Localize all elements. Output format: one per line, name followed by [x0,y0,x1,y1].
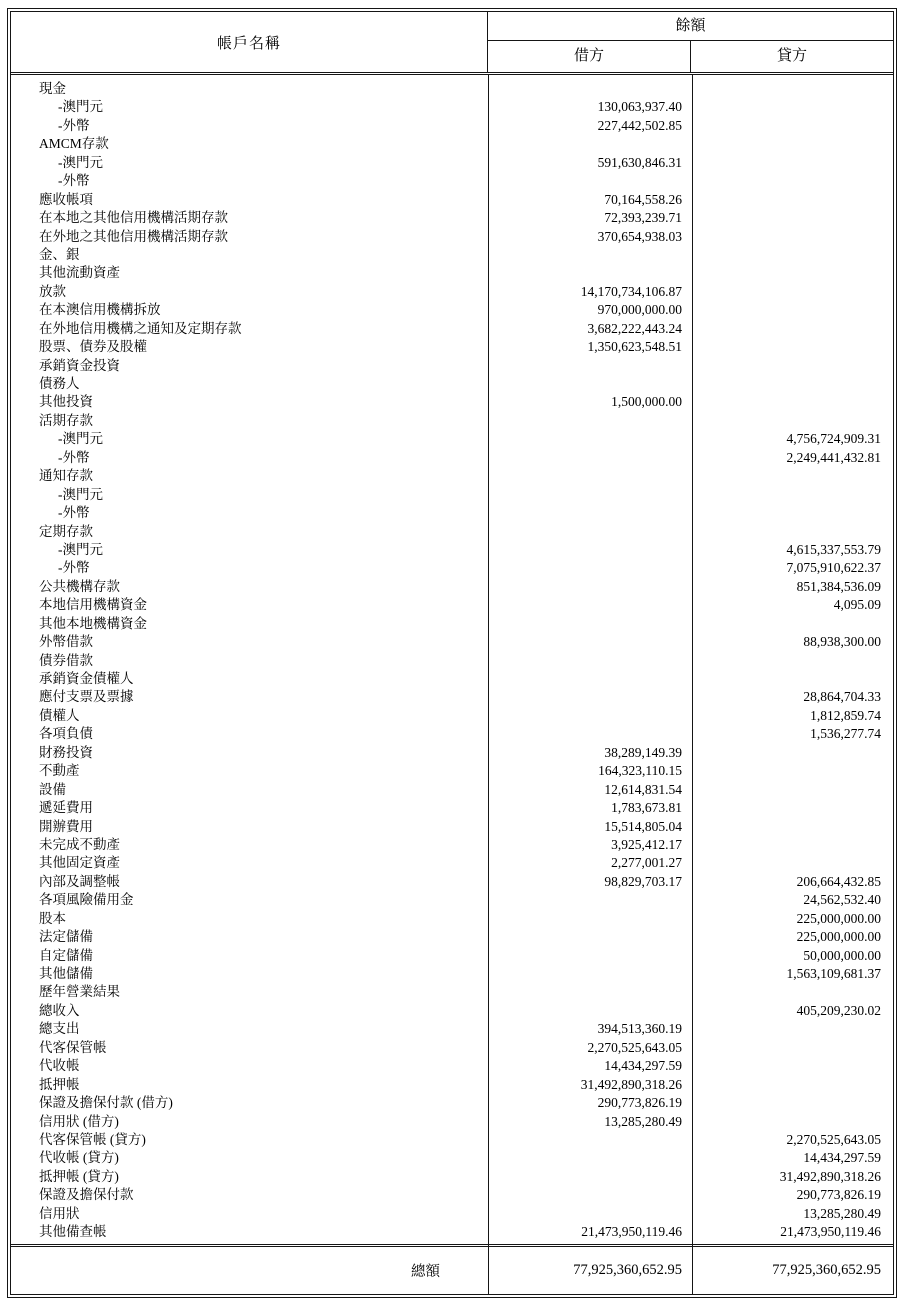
column-divider-debit-credit [692,75,693,1294]
credit-value [692,523,893,541]
account-name: 設備 [39,781,66,797]
account-name: 歷年營業結果 [39,984,120,1000]
table-row [11,283,893,301]
account-name: 在外地信用機構之通知及定期存款 [39,320,242,336]
credit-value [692,264,893,282]
credit-value [692,283,893,301]
table-row [11,504,893,522]
table-row [11,264,893,282]
table-row [11,301,893,319]
credit-value: 1,563,109,681.37 [786,966,881,981]
credit-value [692,320,893,338]
debit-value: 1,783,673.81 [611,800,682,816]
credit-value: 4,095.09 [833,597,881,613]
account-name: -澳門元 [58,99,103,115]
account-name: 其他投資 [39,394,93,410]
credit-value [692,80,893,98]
debit-value [488,172,692,190]
credit-value: 88,938,300.00 [803,634,881,650]
table-row [11,393,893,411]
debit-value [488,375,692,393]
credit-value: 2,249,441,432.81 [786,449,881,465]
total-debit-value: 77,925,360,652.95 [573,1262,682,1278]
credit-value [692,98,893,116]
debit-value [488,615,692,633]
credit-value [692,670,893,688]
debit-value: 970,000,000.00 [597,302,682,318]
debit-value [488,1205,692,1223]
table-row [11,947,893,965]
credit-value [692,854,893,872]
account-name: 承銷資金投資 [39,357,120,373]
account-name: 債務人 [39,376,80,391]
table-row [11,523,893,541]
credit-value [692,375,893,393]
column-header-balance: 餘額 [488,12,893,41]
table-row [11,1205,893,1223]
credit-value [692,504,893,522]
table-row [11,1113,893,1131]
account-name: 開辦費用 [39,818,93,834]
credit-value [692,154,893,172]
debit-value: 290,773,826.19 [597,1095,682,1111]
debit-value: 164,323,110.15 [598,763,682,779]
table-row [11,762,893,780]
debit-value [488,467,692,485]
credit-value: 7,075,910,622.37 [786,560,881,576]
table-row [11,117,893,135]
table-row [11,412,893,430]
table-row [11,854,893,872]
account-name: 遞延費用 [39,800,93,816]
debit-value: 227,442,502.85 [597,117,682,133]
debit-value: 14,170,734,106.87 [580,283,682,299]
debit-value: 3,682,222,443.24 [587,320,682,336]
account-name: 信用狀 (借方) [39,1113,119,1129]
account-name: 財務投資 [39,744,93,760]
credit-value: 28,864,704.33 [803,689,881,705]
table-row [11,191,893,209]
table-row [11,338,893,356]
total-credit-value: 77,925,360,652.95 [772,1262,881,1278]
account-name: 本地信用機構資金 [39,597,147,613]
table-row [11,98,893,116]
credit-value [692,135,893,153]
debit-value: 72,393,239.71 [604,210,682,226]
account-name: -外幣 [58,173,90,189]
table-row [11,670,893,688]
table-row [11,1168,893,1186]
credit-value [692,1076,893,1094]
debit-value: 130,063,937.40 [597,99,682,115]
credit-value [692,836,893,854]
column-header-credit: 貸方 [776,48,807,64]
debit-value: 70,164,558.26 [604,191,682,207]
account-rows [11,75,893,1244]
credit-value: 290,773,826.19 [796,1187,881,1203]
debit-value [488,928,692,946]
account-name: 在本澳信用機構拆放 [39,302,161,318]
credit-value [692,301,893,319]
table-row [11,744,893,762]
table-row [11,633,893,651]
debit-value [488,1131,692,1149]
debit-value: 13,285,280.49 [604,1113,682,1129]
account-name: 承銷資金債權人 [39,671,134,686]
account-name: 活期存款 [39,412,93,428]
debit-value: 12,614,831.54 [604,781,682,797]
credit-value [692,818,893,836]
table-row [11,357,893,375]
table-row [11,1039,893,1057]
account-name: 債權人 [39,707,80,723]
table-row [11,873,893,891]
debit-value: 14,434,297.59 [604,1058,682,1074]
account-name: 股票、債券及股權 [39,339,147,355]
debit-value: 15,514,805.04 [604,818,682,834]
account-name: 放款 [39,283,66,299]
debit-value: 38,289,149.39 [604,744,682,760]
table-row [11,652,893,670]
debit-value [488,264,692,282]
debit-value [488,357,692,375]
table-header [11,12,893,75]
debit-value [488,707,692,725]
debit-value [488,965,692,983]
account-name: 法定儲備 [39,929,93,945]
table-row [11,320,893,338]
table-row [11,172,893,190]
credit-value [692,172,893,190]
account-name: -外幣 [58,505,90,521]
debit-value [488,1149,692,1167]
debit-value [488,1002,692,1020]
debit-value [488,983,692,1001]
account-name: 保證及擔保付款 [39,1187,134,1203]
account-name: -澳門元 [58,541,103,557]
credit-value [692,615,893,633]
account-name: 定期存款 [39,523,93,539]
account-name: -澳門元 [58,154,103,170]
account-name: 其他備查帳 [39,1224,107,1240]
debit-value [488,449,692,467]
table-row [11,965,893,983]
account-name: 應付支票及票據 [39,689,134,705]
table-row [11,1020,893,1038]
account-name: 保證及擔保付款 (借方) [39,1095,173,1111]
account-name: 其他儲備 [39,966,93,981]
debit-value: 3,925,412.17 [611,836,682,852]
debit-value: 1,350,623,548.51 [587,339,682,355]
debit-value [488,910,692,928]
table-row [11,615,893,633]
debit-value [488,891,692,909]
table-row [11,246,893,264]
credit-value [692,191,893,209]
credit-value: 31,492,890,318.26 [779,1168,881,1184]
credit-value [692,1057,893,1075]
credit-value [692,1113,893,1131]
debit-value [488,486,692,504]
table-row [11,1186,893,1204]
table-row [11,228,893,246]
account-balance-table [7,8,897,1298]
credit-value [692,246,893,264]
table-row [11,910,893,928]
credit-value: 21,473,950,119.46 [780,1224,881,1240]
credit-value: 4,615,337,553.79 [786,541,881,557]
column-header-account-name: 帳戶名稱 [11,12,488,72]
table-row [11,578,893,596]
account-name: 在外地之其他信用機構活期存款 [39,228,228,244]
account-name: 股本 [39,910,66,926]
table-row [11,688,893,706]
account-name: 信用狀 [39,1205,80,1221]
debit-value [488,541,692,559]
debit-value: 21,473,950,119.46 [581,1224,682,1240]
credit-value [692,412,893,430]
credit-value: 851,384,536.09 [796,578,881,594]
account-name: 其他固定資產 [39,855,120,871]
credit-value [692,117,893,135]
table-row [11,928,893,946]
total-row [11,1244,893,1294]
table-row [11,375,893,393]
table-row [11,1131,893,1149]
account-name: -外幣 [58,449,90,465]
account-name: 外幣借款 [39,634,93,650]
debit-value [488,947,692,965]
credit-value: 4,756,724,909.31 [786,431,881,447]
credit-value: 405,209,230.02 [796,1002,881,1018]
total-label: 總額 [411,1264,440,1280]
table-row [11,596,893,614]
debit-value [488,1186,692,1204]
account-name: 總支出 [39,1021,80,1037]
debit-value [488,246,692,264]
debit-value: 2,270,525,643.05 [587,1039,682,1055]
table-row [11,818,893,836]
account-name: 自定儲備 [39,947,93,963]
debit-value: 394,513,360.19 [597,1021,682,1037]
credit-value [692,1039,893,1057]
account-name: -外幣 [58,117,90,133]
table-row [11,1057,893,1075]
debit-value [488,688,692,706]
table-lower-section [11,75,893,1294]
debit-value [488,652,692,670]
credit-value [692,1094,893,1112]
table-row [11,707,893,725]
table-row [11,135,893,153]
account-name: 金、銀 [39,246,80,262]
account-name: 各項風險備用金 [39,892,134,908]
table-row [11,209,893,227]
account-name: 抵押帳 (貸方) [39,1168,119,1184]
account-name: 代收帳 (貸方) [39,1150,119,1166]
account-name: 抵押帳 [39,1076,80,1092]
table-row [11,891,893,909]
account-name: 通知存款 [39,468,93,484]
table-row [11,559,893,577]
debit-value [488,135,692,153]
account-name: 其他本地機構資金 [39,615,147,631]
debit-value [488,596,692,614]
account-name: -澳門元 [58,431,103,447]
debit-value [488,559,692,577]
credit-value: 13,285,280.49 [803,1205,881,1221]
credit-value [692,781,893,799]
table-row [11,541,893,559]
credit-value: 225,000,000.00 [796,910,881,926]
account-name: -外幣 [58,560,90,576]
table-row [11,449,893,467]
debit-value [488,670,692,688]
account-name: 代收帳 [39,1058,80,1074]
table-row [11,80,893,98]
debit-value [488,725,692,743]
account-name: 在本地之其他信用機構活期存款 [39,210,228,226]
credit-value [692,357,893,375]
debit-value [488,633,692,651]
credit-value [692,983,893,1001]
account-name: -澳門元 [58,486,103,502]
table-row [11,486,893,504]
account-name: 代客保管帳 [39,1039,107,1055]
credit-value: 206,664,432.85 [796,873,881,889]
table-row [11,983,893,1001]
table-row [11,799,893,817]
table-row [11,467,893,485]
credit-value [692,799,893,817]
credit-value: 24,562,532.40 [803,892,881,908]
table-row [11,1076,893,1094]
credit-value [692,1020,893,1038]
table-row [11,1002,893,1020]
debit-value [488,504,692,522]
account-name: 現金 [39,81,66,96]
account-name: 公共機構存款 [39,578,120,594]
table-row [11,1149,893,1167]
debit-value [488,412,692,430]
credit-value [692,744,893,762]
account-name: 不動產 [39,763,80,779]
table-row [11,836,893,854]
debit-value [488,578,692,596]
account-name: 未完成不動產 [39,836,120,852]
table-row [11,154,893,172]
balance-header-group [488,12,893,72]
debit-value [488,430,692,448]
credit-value: 50,000,000.00 [803,947,881,963]
credit-value: 1,812,859.74 [810,707,881,723]
credit-value [692,228,893,246]
credit-value [692,467,893,485]
debit-value: 98,829,703.17 [604,873,682,889]
credit-value [692,393,893,411]
table-row [11,725,893,743]
debit-value [488,80,692,98]
debit-value: 370,654,938.03 [597,228,682,244]
debit-value [488,1168,692,1186]
table-row [11,781,893,799]
account-name: 代客保管帳 (貸方) [39,1131,146,1147]
debit-value: 2,277,001.27 [611,855,682,871]
credit-value [692,338,893,356]
credit-value [692,652,893,670]
column-header-debit: 借方 [488,41,691,72]
credit-value [692,762,893,780]
account-name: 債券借款 [39,652,93,668]
credit-value: 225,000,000.00 [796,929,881,945]
debit-value: 1,500,000.00 [611,394,682,410]
column-divider-account-debit [488,75,489,1294]
account-name: 總收入 [39,1002,80,1018]
debit-value [488,523,692,541]
account-name: 內部及調整帳 [39,873,120,889]
table-row [11,1223,893,1241]
table-row [11,1094,893,1112]
debit-value: 591,630,846.31 [597,154,682,170]
credit-value: 1,536,277.74 [810,726,881,742]
account-name: 其他流動資產 [39,265,120,281]
account-name: AMCM存款 [39,136,109,152]
account-name: 應收帳項 [39,191,93,207]
credit-value: 2,270,525,643.05 [786,1131,881,1147]
credit-value [692,486,893,504]
table-row [11,430,893,448]
credit-value: 14,434,297.59 [803,1150,881,1166]
credit-value [692,209,893,227]
account-name: 各項負債 [39,726,93,742]
balance-subheaders [488,41,893,72]
debit-value: 31,492,890,318.26 [580,1076,682,1092]
